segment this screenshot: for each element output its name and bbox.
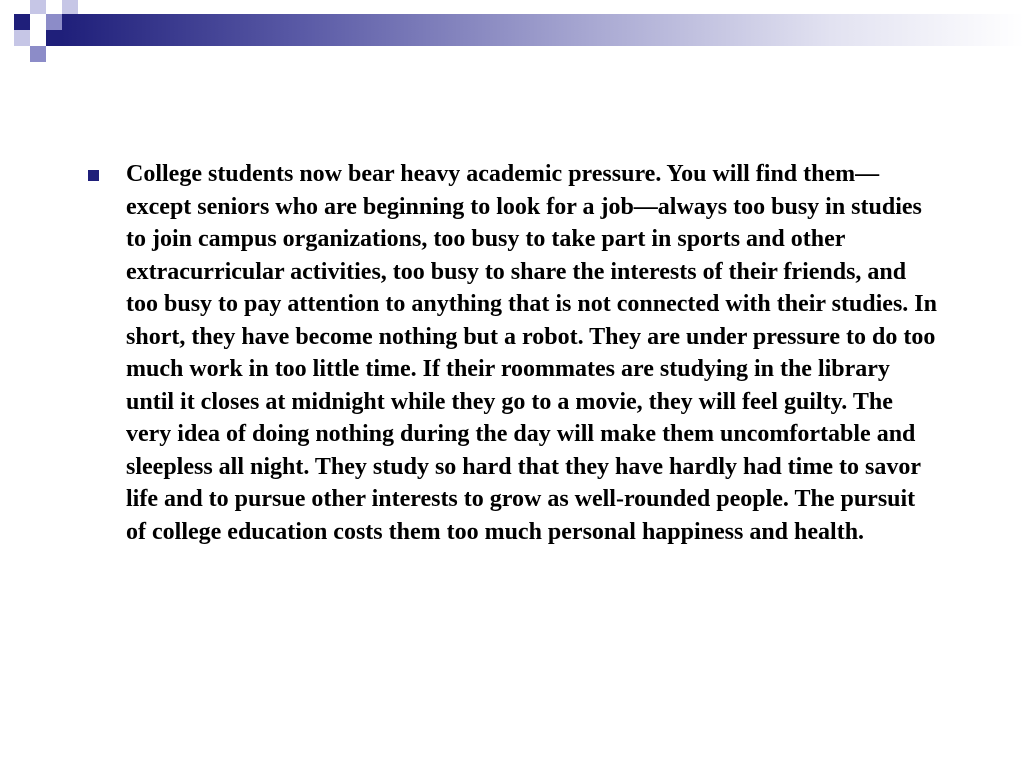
corner-square-light (30, 0, 46, 14)
corner-square-mid (46, 14, 62, 30)
square-bullet-icon (88, 170, 99, 181)
slide-body (88, 158, 938, 548)
corner-square-light (14, 30, 30, 46)
corner-square-navy (14, 14, 30, 30)
corner-square-mid (30, 46, 46, 62)
header-gradient-band (62, 14, 1024, 46)
bullet-text: College students now bear heavy academic pressure. You will find them—except seniors who are beginning to look for a job—always too busy in studies to join campus organizations, too busy to take part in sports and other extracurricular activities, too busy to share the interests of their friends, and too busy to pay attention to anything that is not connected with their studies. In short, they have become nothing but a robot. They are under pressure to do too much work in too little time. If their roommates are studying in the library until it closes at midnight while they go to a movie, they will feel guilty. The very idea of doing nothing during the day will make them uncomfortable and sleepless all night. They study so hard that they have hardly had time to savor life and to pursue other interests to grow as well-rounded people. The pursuit of college education costs them too much personal happiness and health. (126, 161, 937, 545)
corner-square-navy (46, 30, 62, 46)
bullet-item (88, 158, 938, 548)
corner-square-light (62, 0, 78, 14)
